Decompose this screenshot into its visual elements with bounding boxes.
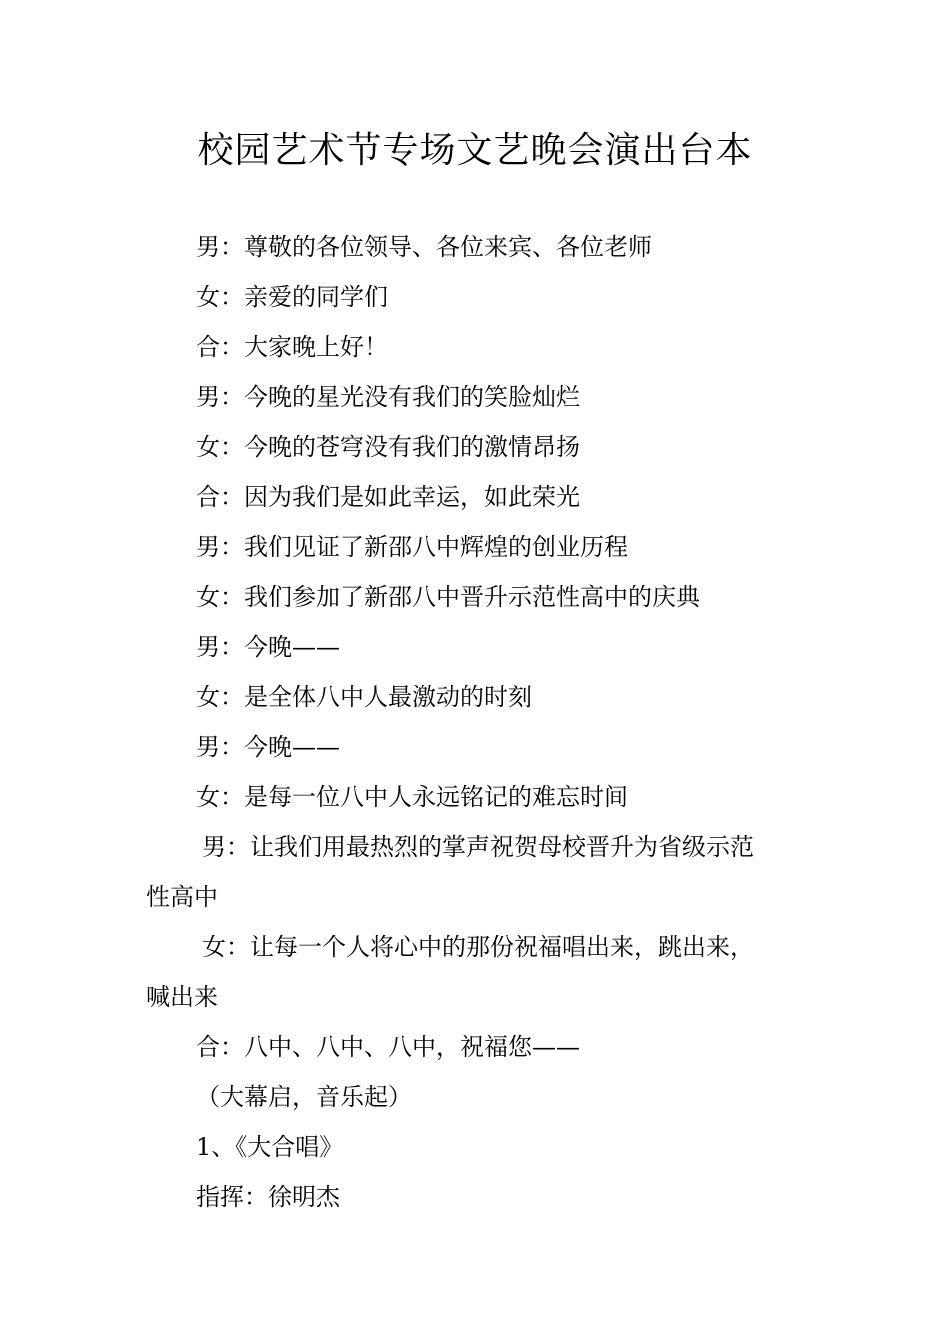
script-line: 女：是每一位八中人永远铭记的难忘时间 (196, 783, 628, 811)
stage-direction: （大幕启，音乐起） (196, 1083, 412, 1111)
script-line: 合：大家晚上好！ (196, 333, 388, 361)
script-line: 男：今晚—— (196, 733, 340, 761)
script-line: 合：因为我们是如此幸运，如此荣光 (196, 483, 580, 511)
script-line: 男：我们见证了新邵八中辉煌的创业历程 (196, 533, 628, 561)
script-line-continuation: 喊出来 (146, 983, 218, 1011)
script-line: 女：今晚的苍穹没有我们的激情昂扬 (196, 433, 580, 461)
script-line-continuation: 性高中 (146, 883, 218, 911)
program-item: 1、《大合唱》 (196, 1133, 344, 1161)
program-conductor: 指挥：徐明杰 (196, 1183, 340, 1211)
script-line: 男：今晚的星光没有我们的笑脸灿烂 (196, 383, 580, 411)
script-line: 女：让每一个人将心中的那份祝福唱出来，跳出来， (202, 933, 754, 961)
script-body (0, 222, 950, 1222)
script-line: 合：八中、八中、八中，祝福您—— (196, 1033, 580, 1061)
document-title: 校园艺术节专场文艺晚会演出台本 (197, 130, 753, 171)
script-line: 男：今晚—— (196, 633, 340, 661)
script-line: 男：让我们用最热烈的掌声祝贺母校晋升为省级示范 (202, 833, 754, 861)
script-line: 女：我们参加了新邵八中晋升示范性高中的庆典 (196, 583, 700, 611)
script-line: 女：是全体八中人最激动的时刻 (196, 683, 532, 711)
script-line: 女：亲爱的同学们 (196, 283, 388, 311)
script-line: 男：尊敬的各位领导、各位来宾、各位老师 (196, 233, 652, 261)
